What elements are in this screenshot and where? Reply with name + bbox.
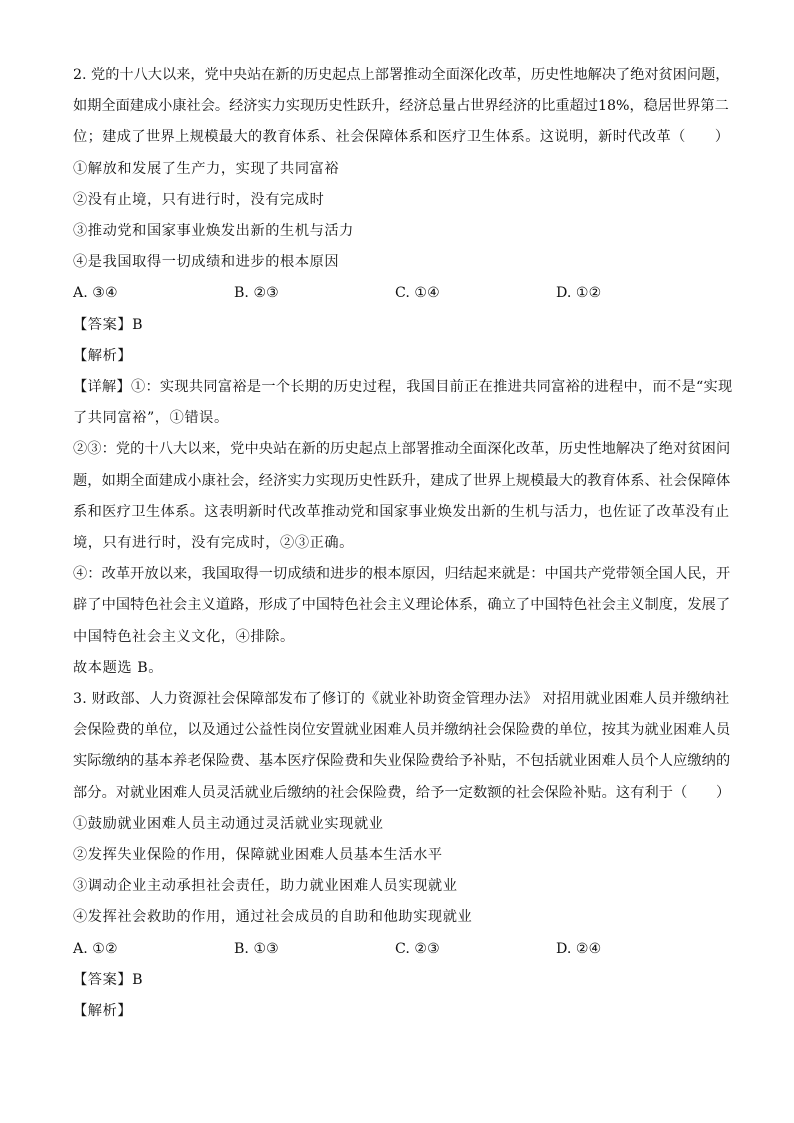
q3-statement-4: ④发挥社会救助的作用，通过社会成员的自助和他助实现就业 [73,909,473,926]
answer-value: B [132,971,144,988]
q3-statement-1: ①鼓励就业困难人员主动通过灵活就业实现就业 [73,815,384,832]
answer-tag: 【答案】 [73,971,133,988]
q2-detail-line: 境，只有进行时，没有完成时，②③正确。 [73,535,354,552]
q3-statement-3: ③调动企业主动承担社会责任，助力就业困难人员实现就业 [73,878,458,895]
q2-detail-line: ④：改革开放以来，我国取得一切成绩和进步的根本原因，归结起来就是：中国共产党带领全国人民，开 [73,566,731,583]
q2-statement-3: ③推动党和国家事业焕发出新的生机与活力 [73,223,354,240]
q3-statement-2: ②发挥失业保险的作用，保障就业困难人员基本生活水平 [73,847,443,864]
q2-detail-line: ②③：党的十八大以来，党中央站在新的历史起点上部署推动全面深化改革，历史性地解决了绝对贫困问 [73,441,731,458]
q2-statement-4: ④是我国取得一切成绩和进步的根本原因 [73,254,340,271]
q3-stem-line: 实际缴纳的基本养老保险费、基本医疗保险费和失业保险费给予补贴，不包括就业困难人员个人应缴纳的 [73,753,731,770]
q3-option-b: B. ①③ [234,940,279,957]
question-3 [73,684,733,1027]
q2-detail-line: 系和医疗卫生体系。这表明新时代改革推动党和国家事业焕发出新的生机与活力，也佐证了改革没有止 [73,503,730,520]
q2-statement-2: ②没有止境，只有进行时，没有完成时 [73,191,325,208]
q2-conclusion: 故本题选 B。 [73,659,164,676]
q3-option-c: C. ②③ [395,940,440,957]
q3-stem-line: 3. 财政部、人力资源社会保障部发布了修订的《就业补助资金管理办法》 对招用就业困难人员并缴纳社 [73,691,730,708]
q2-stem-line: 2. 党的十八大以来，党中央站在新的历史起点上部署推动全面深化改革，历史性地解决了绝对贫困问题， [73,67,730,83]
q3-option-d: D. ②④ [556,940,602,957]
q2-option-c: C. ①④ [395,285,440,302]
q2-stem-line: 如期全面建成小康社会。经济实力实现历史性跃升，经济总量占世界经济的比重超过18%，稳居世界第二 [73,98,729,115]
q3-stem-line: 部分。对就业困难人员灵活就业后缴纳的社会保险费，给予一定数额的社会保险补贴。这有利于（ ） [73,784,731,801]
q3-stem-line: 会保险费的单位，以及通过公益性岗位安置就业困难人员并缴纳社会保险费的单位，按其为就业困难人员 [73,722,731,739]
q2-detail-line: 辟了中国特色社会主义道路，形成了中国特色社会主义理论体系，确立了中国特色社会主义制度，发展了 [73,597,731,614]
q2-detail-line: 了共同富裕”，①错误。 [73,410,229,427]
q2-detail-line: 中国特色社会主义文化，④排除。 [73,628,295,645]
q2-analysis-tag: 【解析】 [73,347,133,364]
q3-options [73,934,733,965]
q2-option-d: D. ①② [556,285,602,302]
q3-answer [73,965,733,996]
q2-detail-line: 题，如期全面建成小康社会，经济实力实现历史性跃升，建成了世界上规模最大的教育体系、社会保障体 [73,472,731,489]
q2-option-b: B. ②③ [234,285,279,302]
answer-tag: 【答案】 [73,316,133,333]
q2-detail-line: 【详解】①：实现共同富裕是一个长期的历史过程，我国目前正在推进共同富裕的进程中，而不是“实现 [73,379,733,396]
question-2 [73,60,733,684]
q2-answer [73,310,733,341]
q2-options [73,278,733,309]
q2-statement-1: ①解放和发展了生产力，实现了共同富裕 [73,160,340,177]
document-page [73,60,733,1027]
answer-value: B [132,316,144,333]
q2-stem-line: 位；建成了世界上规模最大的教育体系、社会保障体系和医疗卫生体系。这说明，新时代改革（ ） [73,129,730,146]
q3-analysis-tag: 【解析】 [73,1003,133,1020]
q2-option-a: A. ③④ [73,285,118,302]
q3-option-a: A. ①② [73,940,118,957]
